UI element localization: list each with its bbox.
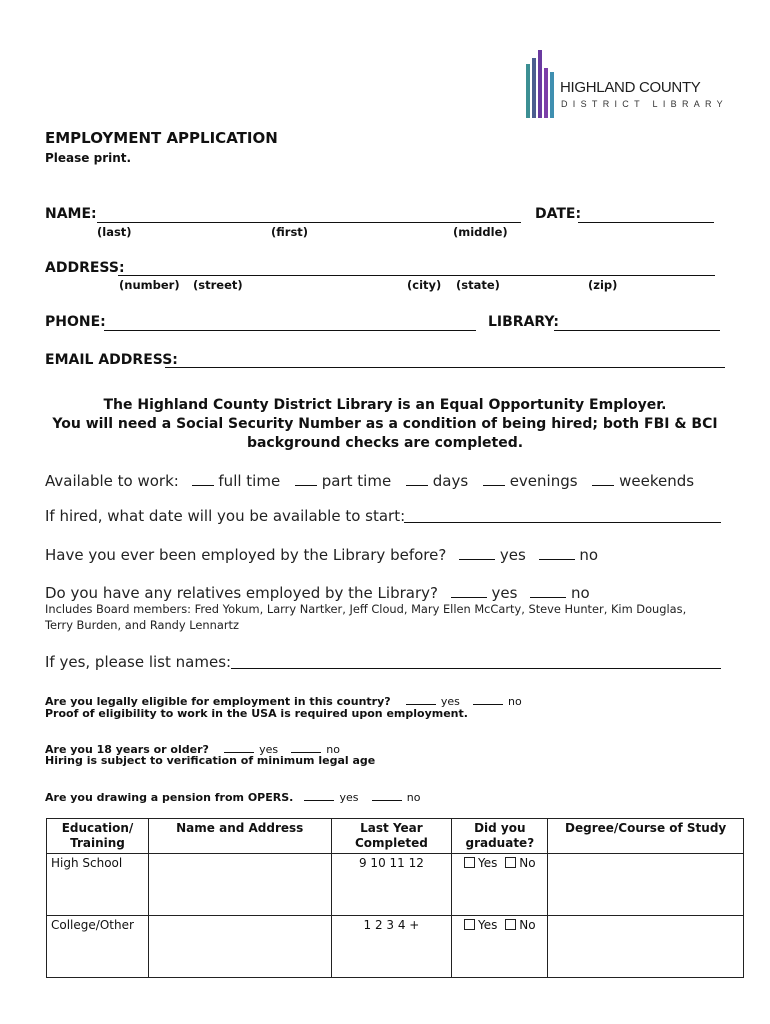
eligible-yes-label: yes <box>440 695 460 708</box>
header-graduate-line2: graduate? <box>465 836 535 850</box>
relatives-row <box>45 583 590 602</box>
date-label: DATE: <box>535 206 582 222</box>
part-time-blank[interactable] <box>295 471 317 486</box>
header-education-line1: Education/ <box>61 821 134 835</box>
age-note: Hiring is subject to verification of minimum legal age <box>45 754 376 767</box>
address-sub-street: (street) <box>193 278 243 292</box>
date-field[interactable] <box>578 222 714 223</box>
college-yes-label: Yes <box>478 918 498 932</box>
employed-before-row <box>45 545 598 564</box>
logo-bar-5 <box>550 72 554 118</box>
list-names-question: If yes, please list names: <box>45 653 232 671</box>
days-blank[interactable] <box>406 471 428 486</box>
start-date-question: If hired, what date will you be available to start: <box>45 507 406 525</box>
age-no-label: no <box>326 743 340 756</box>
phone-field[interactable] <box>104 330 476 331</box>
full-time-blank[interactable] <box>192 471 214 486</box>
header-last-year <box>331 819 452 854</box>
pension-question: Are you drawing a pension from OPERS. <box>45 791 294 804</box>
table-row <box>47 854 744 916</box>
header-last-year-line2: Completed <box>355 836 428 850</box>
availability-row <box>45 471 694 490</box>
start-date-field[interactable] <box>404 522 721 523</box>
high-school-years[interactable]: 9 10 11 12 <box>331 854 452 916</box>
header-education <box>47 819 149 854</box>
employed-yes-label: yes <box>499 546 526 564</box>
row-type-college: College/Other <box>47 916 149 978</box>
age-yes-label: yes <box>259 743 279 756</box>
library-field[interactable] <box>554 330 720 331</box>
name-field[interactable] <box>97 222 521 223</box>
relatives-yes-blank[interactable] <box>451 583 487 598</box>
college-years[interactable]: 1 2 3 4 + <box>331 916 452 978</box>
high-school-graduate-cell <box>452 854 548 916</box>
eligible-no-blank[interactable] <box>473 693 503 705</box>
eeo-line-3: background checks are completed. <box>246 435 524 451</box>
pension-yes-label: yes <box>339 791 359 804</box>
address-sub-city: (city) <box>407 278 442 292</box>
address-field[interactable] <box>118 275 715 276</box>
library-logo-mark <box>524 50 558 118</box>
pension-no-label: no <box>406 791 421 804</box>
high-school-no-label: No <box>519 856 536 870</box>
weekends-blank[interactable] <box>592 471 614 486</box>
age-question: Are you 18 years or older? <box>45 743 209 756</box>
eligible-no-label: no <box>508 695 522 708</box>
header-degree-text: Degree/Course of Study <box>565 821 727 835</box>
high-school-degree-cell[interactable] <box>548 854 744 916</box>
education-header-row <box>47 819 744 854</box>
name-sub-last: (last) <box>97 225 132 239</box>
logo-bar-2 <box>532 58 536 118</box>
logo-name: HIGHLAND COUNTY <box>560 79 701 96</box>
header-last-year-line1: Last Year <box>360 821 423 835</box>
availability-evenings: evenings <box>509 472 578 490</box>
availability-part-time: part time <box>321 472 392 490</box>
phone-label: PHONE: <box>45 314 106 330</box>
relatives-yes-label: yes <box>491 584 518 602</box>
college-yes-checkbox[interactable] <box>464 919 475 930</box>
employed-yes-blank[interactable] <box>459 545 495 560</box>
high-school-yes-label: Yes <box>478 856 498 870</box>
college-no-label: No <box>519 918 536 932</box>
relatives-no-label: no <box>571 584 590 602</box>
employed-no-blank[interactable] <box>539 545 575 560</box>
age-yes-blank[interactable] <box>224 741 254 753</box>
logo-subtitle: DISTRICT LIBRARY <box>561 99 728 109</box>
high-school-no-checkbox[interactable] <box>505 857 516 868</box>
relatives-note-1: Includes Board members: Fred Yokum, Larry Nartker, Jeff Cloud, Mary Ellen McCarty, Steve Hunter, Kim Douglas, <box>45 602 687 616</box>
age-no-blank[interactable] <box>291 741 321 753</box>
page-subtitle: Please print. <box>45 151 132 165</box>
header-education-line2: Training <box>70 836 125 850</box>
education-table <box>46 818 744 978</box>
high-school-name-cell[interactable] <box>148 854 331 916</box>
availability-days: days <box>432 472 469 490</box>
relatives-note-2: Terry Burden, and Randy Lennartz <box>45 618 239 632</box>
header-name-address-text: Name and Address <box>176 821 304 835</box>
relatives-no-blank[interactable] <box>530 583 566 598</box>
college-no-checkbox[interactable] <box>505 919 516 930</box>
list-names-field[interactable] <box>231 668 721 669</box>
pension-yes-blank[interactable] <box>304 789 334 801</box>
library-label: LIBRARY: <box>488 314 559 330</box>
eeo-line-1: The Highland County District Library is an Equal Opportunity Employer. <box>103 397 667 413</box>
employed-no-label: no <box>579 546 599 564</box>
address-sub-zip: (zip) <box>588 278 618 292</box>
availability-full-time: full time <box>218 472 281 490</box>
name-label: NAME: <box>45 206 97 222</box>
address-sub-state: (state) <box>456 278 500 292</box>
address-label: ADDRESS: <box>45 260 125 276</box>
high-school-yes-checkbox[interactable] <box>464 857 475 868</box>
evenings-blank[interactable] <box>483 471 505 486</box>
page-title: EMPLOYMENT APPLICATION <box>45 129 278 147</box>
logo-bar-1 <box>526 64 530 118</box>
row-type-high-school: High School <box>47 854 149 916</box>
college-graduate-cell <box>452 916 548 978</box>
availability-weekends: weekends <box>619 472 695 490</box>
pension-row <box>45 786 420 805</box>
name-sub-first: (first) <box>271 225 309 239</box>
email-field[interactable] <box>165 367 725 368</box>
employed-before-question: Have you ever been employed by the Library before? <box>45 546 447 564</box>
header-degree <box>548 819 744 854</box>
availability-label: Available to work: <box>45 472 179 490</box>
email-label: EMAIL ADDRESS: <box>45 352 178 368</box>
header-graduate-line1: Did you <box>474 821 526 835</box>
address-sub-number: (number) <box>119 278 180 292</box>
college-name-cell[interactable] <box>148 916 331 978</box>
eligible-question: Are you legally eligible for employment in this country? <box>45 695 391 708</box>
logo-bar-3 <box>538 50 542 118</box>
name-sub-middle: (middle) <box>453 225 508 239</box>
eligible-yes-blank[interactable] <box>406 693 436 705</box>
college-degree-cell[interactable] <box>548 916 744 978</box>
relatives-question: Do you have any relatives employed by the Library? <box>45 584 438 602</box>
eligible-note: Proof of eligibility to work in the USA is required upon employment. <box>45 707 468 720</box>
header-name-address <box>148 819 331 854</box>
pension-no-blank[interactable] <box>372 789 402 801</box>
logo-bar-4 <box>544 68 548 118</box>
eeo-line-2: You will need a Social Security Number as a condition of being hired; both FBI & BCI <box>52 416 718 432</box>
table-row <box>47 916 744 978</box>
header-graduate <box>452 819 548 854</box>
